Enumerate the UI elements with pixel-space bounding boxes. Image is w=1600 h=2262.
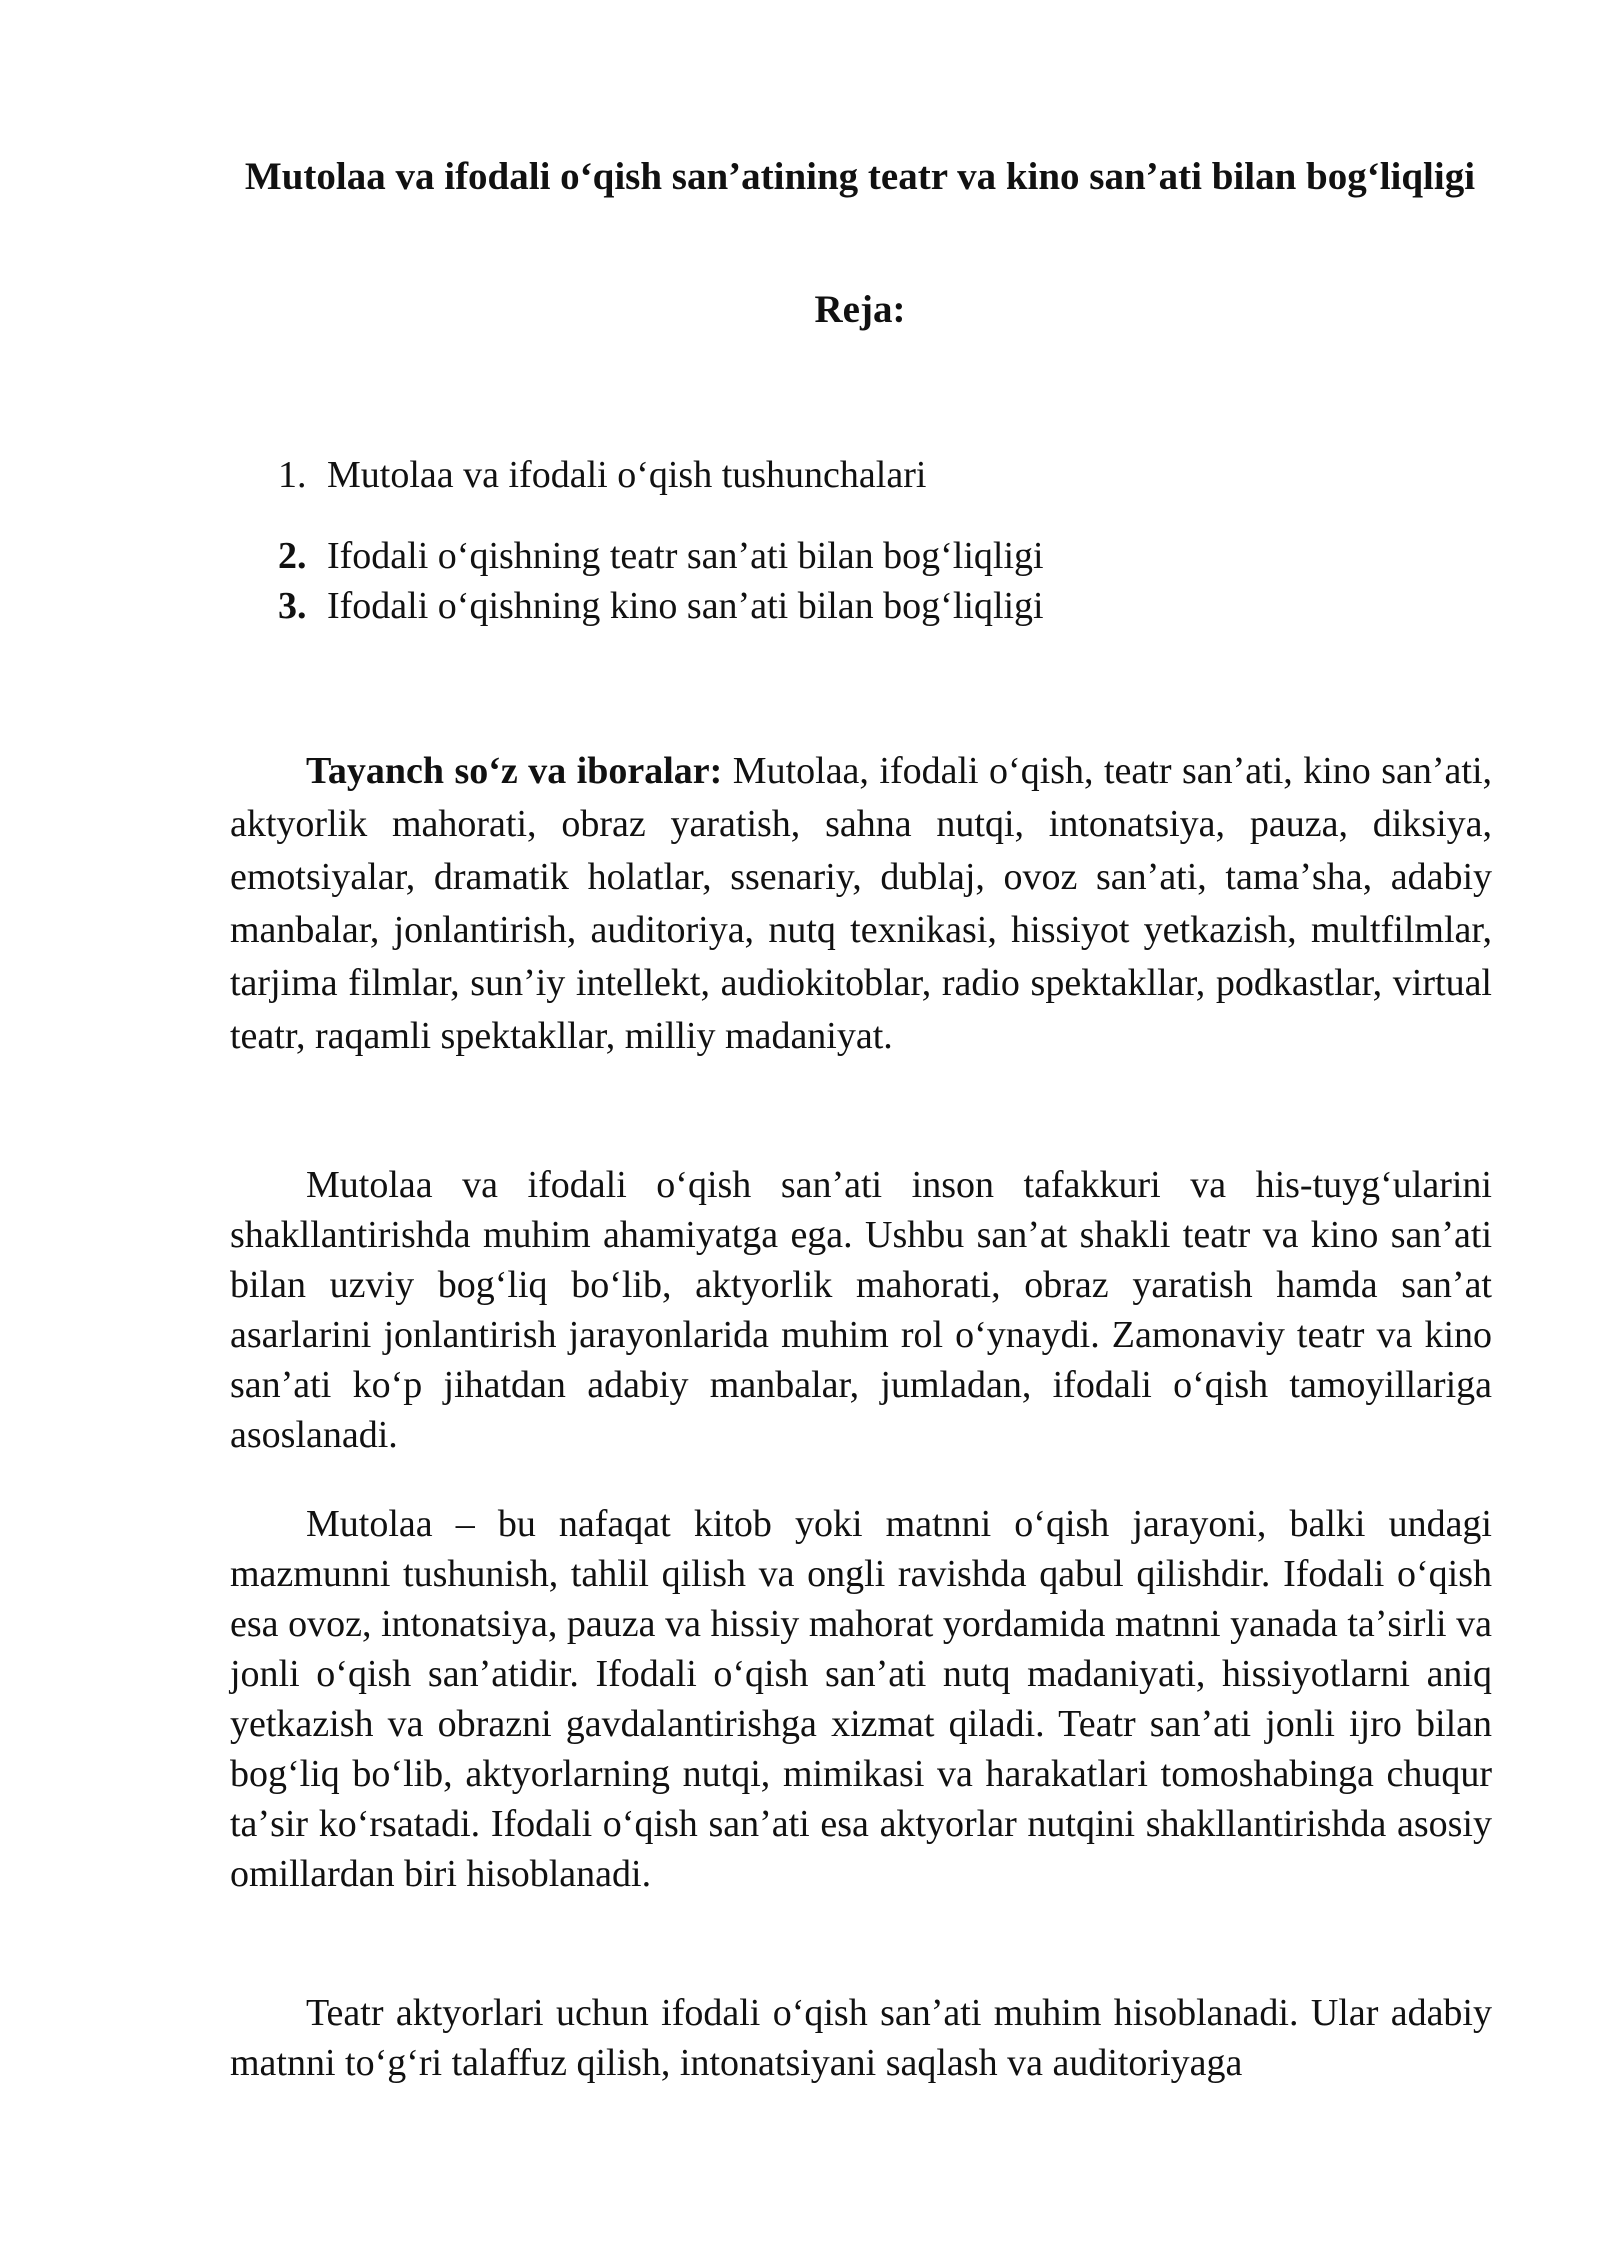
plan-item-2	[278, 531, 1044, 581]
plan-item-number: 2.	[278, 535, 307, 577]
body-paragraph-3: Teatr aktyorlari uchun ifodali oʻqish sanʼati muhim hisoblanadi. Ular adabiy matnni toʻgʻri talaffuz qilish, intonatsiyani saqlash va auditoriyaga	[230, 1992, 1492, 2084]
document-title: Mutolaa va ifodali oʻqish sanʼatining teatr va kino sanʼati bilan bogʻliqligi	[244, 155, 1476, 198]
plan-item-1	[278, 450, 926, 500]
plan-item-number: 3.	[278, 585, 307, 627]
plan-item-text: Ifodali oʻqishning teatr sanʼati bilan bogʻliqligi	[327, 535, 1044, 577]
keywords-label: Tayanch soʻz va iboralar:	[306, 750, 723, 792]
plan-item-3	[278, 581, 1044, 631]
plan-heading: Reja:	[814, 288, 906, 331]
plan-item-text: Mutolaa va ifodali oʻqish tushunchalari	[327, 454, 927, 496]
body-paragraph-2: Mutolaa – bu nafaqat kitob yoki matnni oʻqish jarayoni, balki undagi mazmunni tushunish, tahlil qilish va ongli ravishda qabul qilishdir. Ifodali oʻqish esa ovoz, intonatsiya, pauza va hissiy mahorat yordamida matnni yanada taʼsirli va jonli oʻqish sanʼatidir. Ifodali oʻqish sanʼati nutq madaniyati, hissiyotlarni aniq yetkazish va obrazni gavdalantirishga xizmat qiladi. Teatr sanʼati jonli ijro bilan bogʻliq boʻlib, aktyorlarning nutqi, mimikasi va harakatlari tomoshabinga chuqur taʼsir koʻrsatadi. Ifodali oʻqish sanʼati esa aktyorlar nutqini shakllantirishda asosiy omillardan biri hisoblanadi.	[230, 1503, 1492, 1895]
keywords-paragraph	[230, 745, 1492, 1063]
keywords-text: Mutolaa, ifodali oʻqish, teatr sanʼati, kino sanʼati, aktyorlik mahorati, obraz yaratish, sahna nutqi, intonatsiya, pauza, diksiya, emotsiyalar, dramatik holatlar, ssenariy, dublaj, ovoz sanʼati, tamaʼsha, adabiy manbalar, jonlantirish, auditoriya, nutq texnikasi, hissiyot yetkazish, multfilmlar, tarjima filmlar, sunʼiy intellekt, audiokitoblar, radio spektakllar, podkastlar, virtual teatr, raqamli spektakllar, milliy madaniyat.	[230, 750, 1493, 1057]
body-paragraph-1: Mutolaa va ifodali oʻqish sanʼati inson tafakkuri va his-tuygʻularini shakllantirishda muhim ahamiyatga ega. Ushbu sanʼat shakli teatr va kino sanʼati bilan uzviy bogʻliq boʻlib, aktyorlik mahorati, obraz yaratish hamda sanʼat asarlarini jonlantirish jarayonlarida muhim rol oʻynaydi. Zamonaviy teatr va kino sanʼati koʻp jihatdan adabiy manbalar, jumladan, ifodali oʻqish tamoyillariga asoslanadi.	[230, 1164, 1492, 1456]
plan-item-number: 1.	[278, 454, 307, 496]
plan-item-text: Ifodali oʻqishning kino sanʼati bilan bogʻliqligi	[327, 585, 1044, 627]
